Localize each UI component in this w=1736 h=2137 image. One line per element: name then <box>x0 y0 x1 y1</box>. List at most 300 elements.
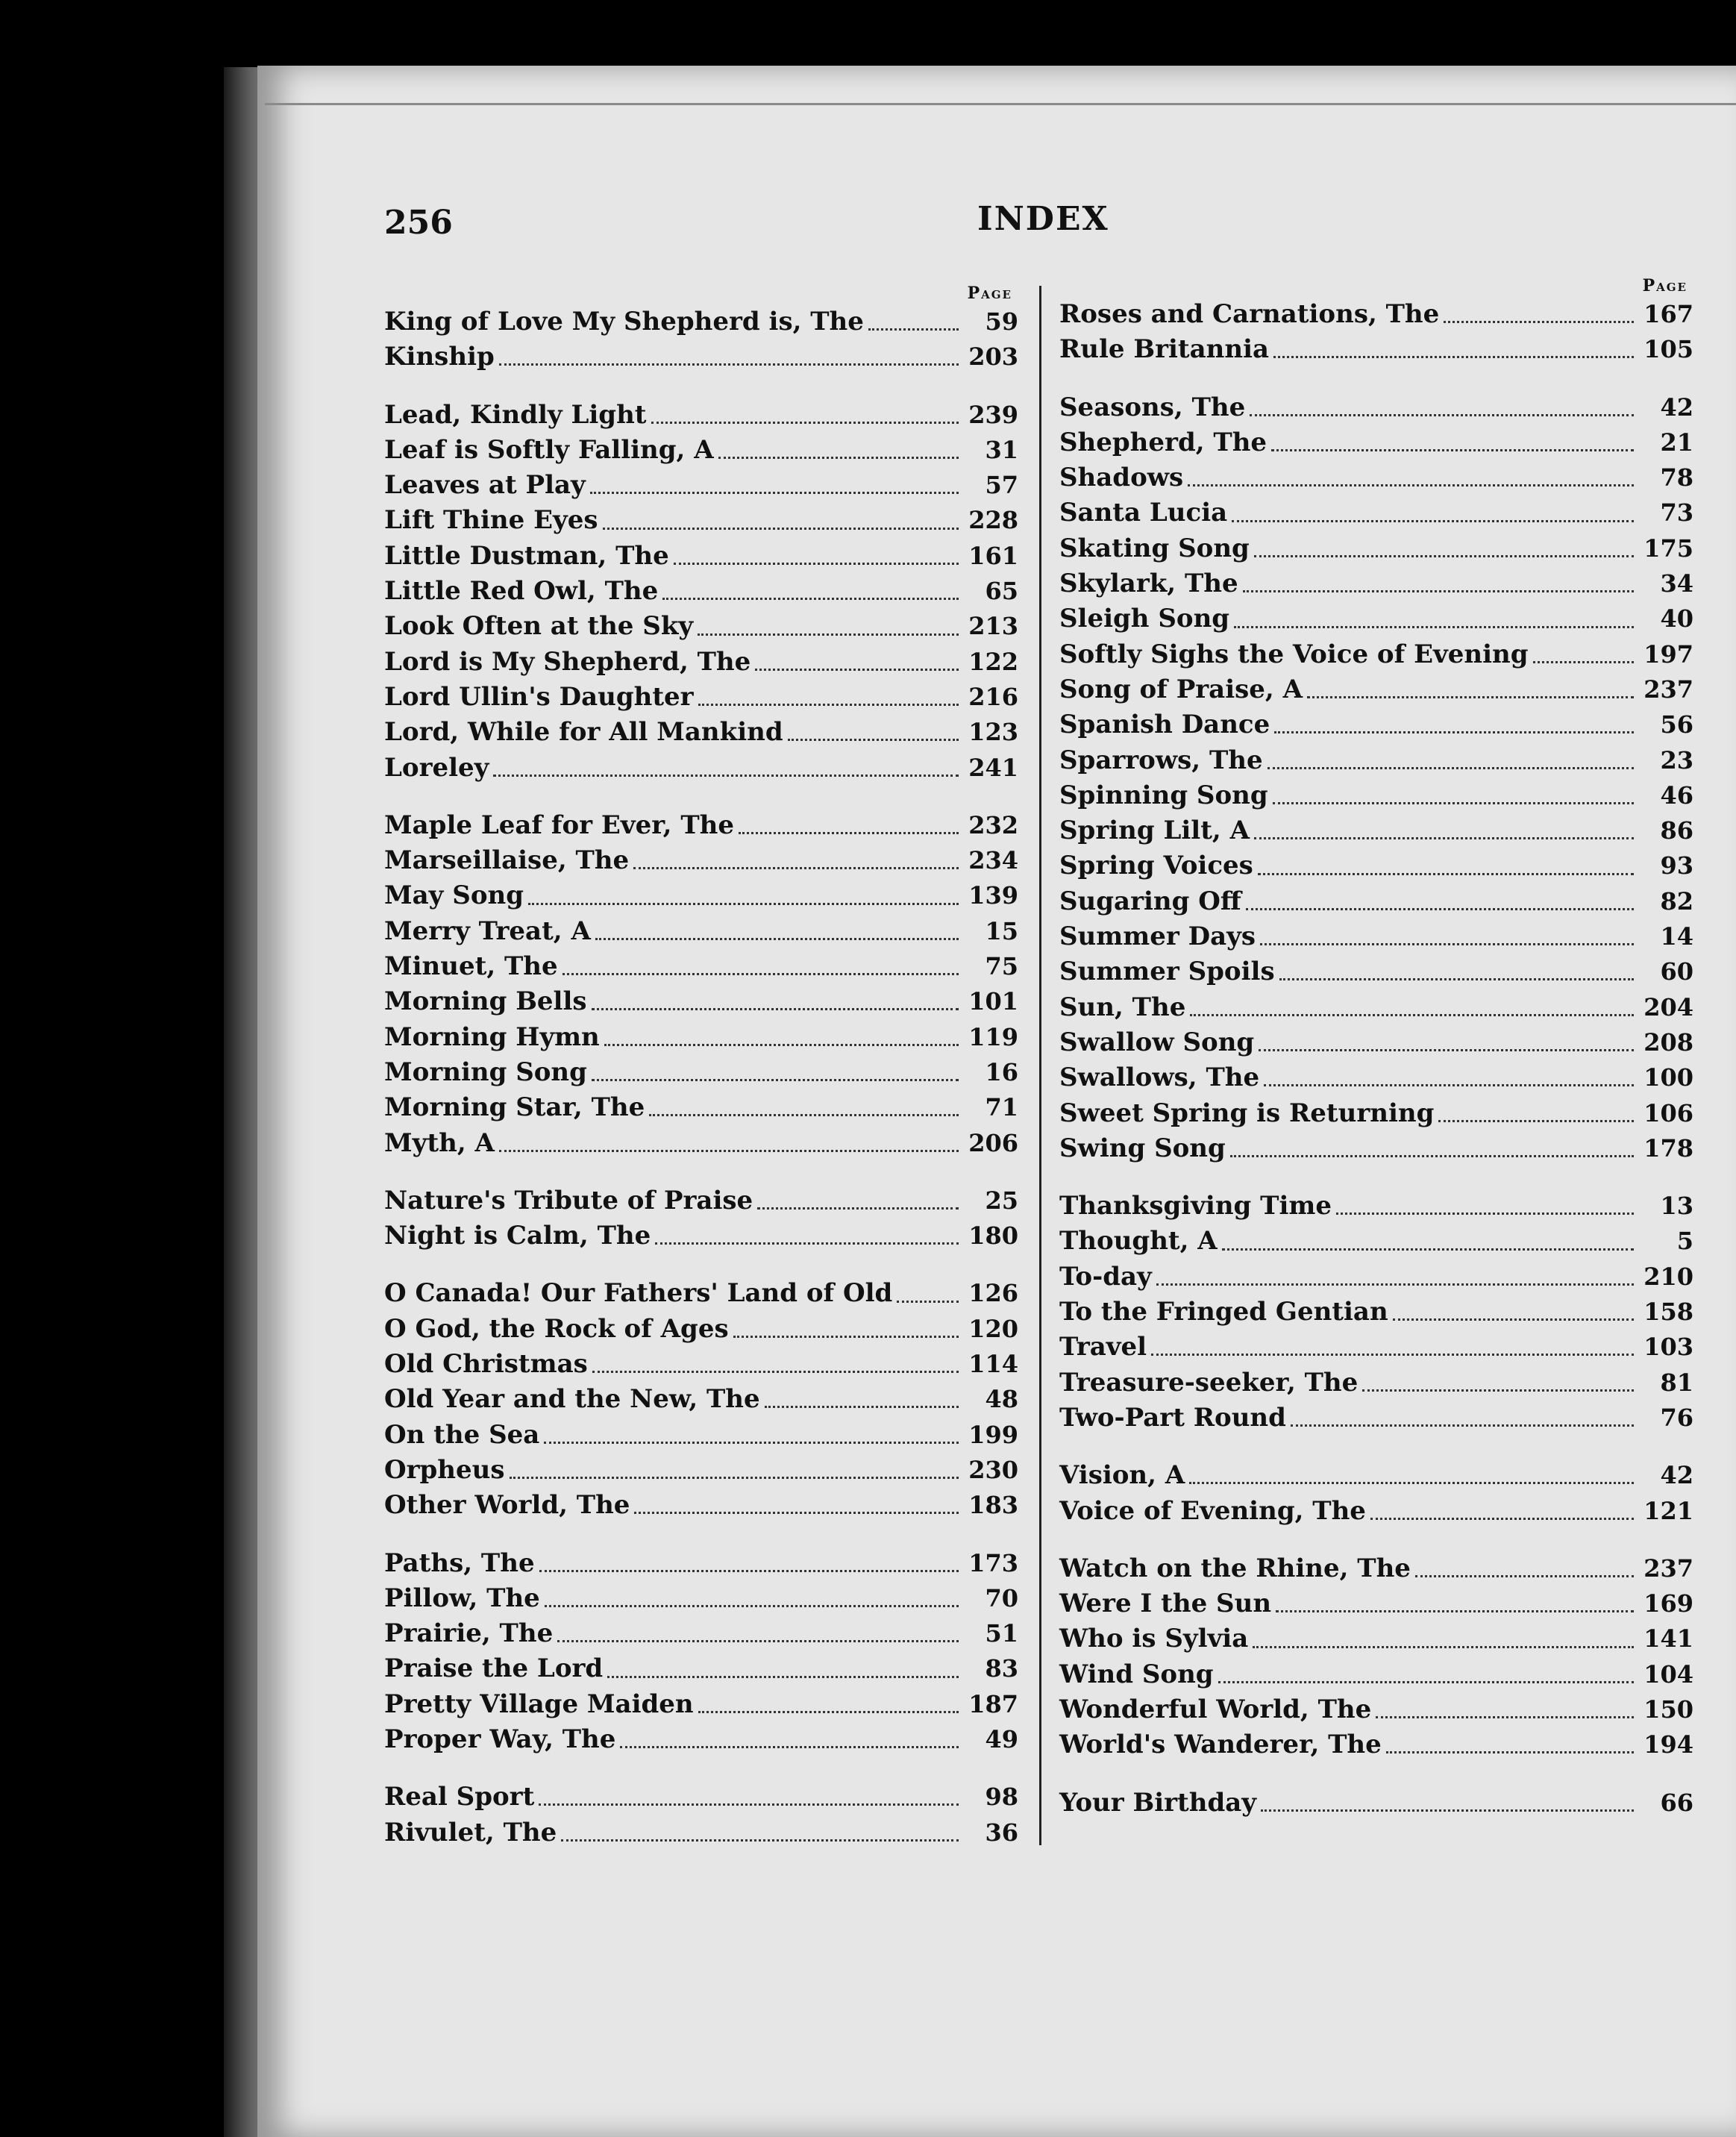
entry-title: Maple Leaf for Ever, The <box>384 810 734 840</box>
index-entry <box>1059 1260 1693 1295</box>
entry-title: Lord, While for All Mankind <box>384 717 783 748</box>
dot-leader <box>1190 1014 1634 1016</box>
entry-page-number: 121 <box>1643 1496 1693 1525</box>
entry-page-number: 234 <box>968 846 1018 875</box>
page-number: 256 <box>384 204 453 242</box>
entry-title: Leaf is Softly Falling, A <box>384 434 714 465</box>
entry-title: Marseillaise, The <box>384 845 630 876</box>
entry-title: Voice of Evening, The <box>1059 1495 1366 1526</box>
index-entry <box>1059 1189 1693 1224</box>
index-entry <box>1059 672 1693 707</box>
entry-title: Merry Treat, A <box>384 916 591 946</box>
entry-page-number: 114 <box>968 1350 1018 1379</box>
entry-page-number: 101 <box>968 987 1018 1016</box>
dot-leader <box>493 775 959 777</box>
dot-leader <box>539 1803 959 1806</box>
entry-title: World's Wanderer, The <box>1059 1730 1382 1760</box>
entry-title: To the Fringed Gentian <box>1059 1297 1388 1327</box>
dot-leader <box>1222 1248 1634 1251</box>
entry-page-number: 75 <box>985 952 1018 981</box>
index-entry <box>384 1090 1018 1125</box>
entry-page-number: 82 <box>1660 886 1693 916</box>
entry-page-number: 237 <box>1643 1554 1693 1583</box>
entry-page-number: 105 <box>1643 335 1693 364</box>
entry-page-number: 175 <box>1643 534 1693 563</box>
index-entry <box>384 645 1018 680</box>
index-entry <box>384 433 1018 468</box>
entry-page-number: 167 <box>1643 300 1693 328</box>
dot-leader <box>539 1570 959 1572</box>
entry-title: Shepherd, The <box>1059 427 1267 457</box>
dot-leader <box>499 1150 959 1152</box>
entry-title: Lift Thine Eyes <box>384 505 598 536</box>
index-entry <box>384 503 1018 538</box>
dot-leader <box>1253 1646 1634 1648</box>
entry-title: Minuet, The <box>384 951 558 982</box>
dot-leader <box>1276 1610 1634 1612</box>
entry-page-number: 42 <box>1660 392 1693 422</box>
index-entries-left <box>384 304 1018 1850</box>
index-entry <box>1059 1458 1693 1493</box>
entry-title: Thanksgiving Time <box>1059 1191 1332 1221</box>
entry-title: Lord Ullin's Daughter <box>384 681 694 712</box>
dot-leader <box>604 1044 959 1046</box>
entry-title: Watch on the Rhine, The <box>1059 1553 1411 1583</box>
index-entry <box>1059 1096 1693 1131</box>
index-entry <box>1059 390 1693 425</box>
entry-title: Look Often at the Sky <box>384 611 694 642</box>
entry-page-number: 103 <box>1643 1333 1693 1362</box>
entry-page-number: 65 <box>985 577 1018 606</box>
dot-leader <box>1261 1809 1634 1812</box>
index-entry <box>384 715 1018 750</box>
dot-leader <box>510 1477 959 1479</box>
entry-page-number: 139 <box>968 881 1018 910</box>
index-entry <box>1059 1401 1693 1436</box>
dot-leader <box>1273 802 1634 804</box>
entry-page-number: 57 <box>985 471 1018 500</box>
entry-page-number: 51 <box>985 1619 1018 1648</box>
entry-title: Were I the Sun <box>1059 1589 1272 1619</box>
index-column-left <box>384 282 1018 1850</box>
entry-page-number: 210 <box>1643 1262 1693 1291</box>
entry-page-number: 120 <box>968 1314 1018 1343</box>
group-gap <box>384 1254 1018 1276</box>
dot-leader <box>1291 1424 1634 1427</box>
dot-leader <box>1260 943 1634 945</box>
book-page <box>257 66 1736 2137</box>
dot-leader <box>1218 1681 1634 1683</box>
dot-leader <box>897 1301 959 1303</box>
page-column-heading: Page <box>967 284 1012 303</box>
index-entry <box>384 808 1018 843</box>
dot-leader <box>1274 731 1634 733</box>
index-entry <box>1059 637 1693 672</box>
entry-page-number: 60 <box>1660 957 1693 986</box>
entry-title: King of Love My Shepherd is, The <box>384 307 864 337</box>
dot-leader <box>674 563 959 565</box>
entry-page-number: 228 <box>968 506 1018 535</box>
entry-page-number: 66 <box>1660 1788 1693 1817</box>
index-entry <box>1059 531 1693 566</box>
dot-leader <box>545 1605 959 1607</box>
entry-title: Kinship <box>384 342 495 372</box>
entry-title: Little Red Owl, The <box>384 576 659 607</box>
entry-title: Sparrows, The <box>1059 745 1263 775</box>
entry-page-number: 203 <box>968 342 1018 372</box>
index-entry <box>384 468 1018 503</box>
entry-page-number: 5 <box>1676 1227 1693 1256</box>
dot-leader <box>1234 626 1634 628</box>
dot-leader <box>1264 1084 1634 1086</box>
dot-leader <box>1370 1518 1634 1520</box>
entry-title: Morning Hymn <box>384 1021 600 1052</box>
index-entry <box>384 914 1018 949</box>
entry-page-number: 173 <box>968 1548 1018 1577</box>
index-entry <box>384 539 1018 574</box>
dot-leader <box>1189 1482 1634 1484</box>
dot-leader <box>563 973 959 975</box>
group-gap <box>384 375 1018 398</box>
entry-page-number: 13 <box>1660 1192 1693 1221</box>
entry-page-number: 83 <box>985 1654 1018 1683</box>
entry-page-number: 194 <box>1643 1730 1693 1759</box>
index-entry <box>1059 1060 1693 1095</box>
dot-leader <box>592 1008 959 1010</box>
entry-page-number: 15 <box>985 916 1018 945</box>
index-entry <box>384 751 1018 786</box>
entry-title: Leaves at Play <box>384 470 586 501</box>
entry-title: Little Dustman, The <box>384 540 669 571</box>
entry-page-number: 25 <box>985 1186 1018 1215</box>
index-entry <box>1059 332 1693 367</box>
entry-title: Lead, Kindly Light <box>384 399 647 430</box>
index-entry <box>384 1347 1018 1382</box>
entry-title: Spring Voices <box>1059 851 1253 881</box>
entry-title: Skylark, The <box>1059 569 1238 599</box>
dot-leader <box>739 832 959 834</box>
dot-leader <box>607 1676 959 1678</box>
dot-leader <box>718 457 959 459</box>
index-entry <box>384 1488 1018 1523</box>
entry-page-number: 34 <box>1660 569 1693 598</box>
index-entry <box>1059 297 1693 332</box>
dot-leader <box>590 492 959 494</box>
dot-leader <box>698 633 959 636</box>
index-entry <box>384 1020 1018 1055</box>
entry-page-number: 126 <box>968 1279 1018 1308</box>
dot-leader <box>1254 837 1634 839</box>
group-gap <box>384 1757 1018 1780</box>
group-gap <box>384 786 1018 808</box>
index-entry <box>1059 460 1693 495</box>
dot-leader <box>603 528 959 530</box>
entry-page-number: 237 <box>1643 675 1693 704</box>
dot-leader <box>499 363 959 366</box>
entry-title: Wonderful World, The <box>1059 1694 1372 1724</box>
page-title: INDEX <box>977 200 1109 238</box>
entry-title: Seasons, The <box>1059 392 1246 422</box>
dot-leader <box>651 422 959 424</box>
index-entry <box>1059 778 1693 813</box>
dot-leader <box>1279 978 1634 980</box>
index-entry <box>1059 1025 1693 1060</box>
index-entry <box>384 398 1018 433</box>
entry-title: Lord is My Shepherd, The <box>384 646 751 677</box>
entry-title: Sleigh Song <box>1059 604 1230 634</box>
entry-page-number: 119 <box>968 1022 1018 1051</box>
entry-title: Sugaring Off <box>1059 886 1241 916</box>
entry-title: May Song <box>384 880 524 911</box>
index-entry <box>1059 601 1693 636</box>
entry-page-number: 100 <box>1643 1063 1693 1092</box>
entry-title: Loreley <box>384 752 489 783</box>
dot-leader <box>1246 908 1634 910</box>
entry-title: Pretty Village Maiden <box>384 1689 694 1719</box>
entry-title: Wind Song <box>1059 1659 1214 1689</box>
entry-page-number: 31 <box>985 435 1018 464</box>
entry-page-number: 76 <box>1660 1403 1693 1432</box>
entry-title: Santa Lucia <box>1059 498 1228 528</box>
index-entry <box>1059 1494 1693 1529</box>
entry-title: Two-Part Round <box>1059 1402 1286 1433</box>
entry-title: Thought, A <box>1059 1226 1218 1257</box>
dot-leader <box>1258 873 1634 875</box>
index-entry <box>384 1453 1018 1488</box>
dot-leader <box>634 1512 959 1514</box>
dot-leader <box>592 1079 959 1081</box>
entry-title: Morning Bells <box>384 986 587 1017</box>
dot-leader <box>698 1711 959 1713</box>
index-entry <box>1059 1131 1693 1166</box>
index-entry <box>384 1616 1018 1651</box>
dot-leader <box>1156 1283 1634 1286</box>
index-entry <box>1059 1224 1693 1259</box>
index-entry <box>384 1126 1018 1161</box>
dot-leader <box>633 867 959 869</box>
entry-title: Who is Sylvia <box>1059 1624 1249 1654</box>
entry-page-number: 183 <box>968 1491 1018 1520</box>
dot-leader <box>655 1242 959 1245</box>
entry-page-number: 161 <box>968 541 1018 570</box>
entry-page-number: 123 <box>968 718 1018 747</box>
index-entry <box>1059 1551 1693 1586</box>
entry-page-number: 180 <box>968 1221 1018 1251</box>
dot-leader <box>1376 1716 1634 1718</box>
index-column-right <box>1059 275 1693 1821</box>
index-entry <box>1059 1727 1693 1762</box>
dot-leader <box>662 598 959 600</box>
index-entry <box>384 1722 1018 1757</box>
index-entry <box>384 1276 1018 1311</box>
entry-title: O God, the Rock of Ages <box>384 1313 729 1344</box>
entry-page-number: 178 <box>1643 1133 1693 1163</box>
dot-leader <box>757 1207 959 1210</box>
index-entry <box>1059 954 1693 989</box>
entry-page-number: 46 <box>1660 780 1693 810</box>
entry-page-number: 40 <box>1660 604 1693 633</box>
dot-leader <box>733 1336 959 1338</box>
dot-leader <box>620 1746 959 1748</box>
entry-page-number: 42 <box>1660 1461 1693 1490</box>
entry-page-number: 36 <box>985 1818 1018 1847</box>
dot-leader <box>557 1640 959 1642</box>
index-entry <box>384 1651 1018 1686</box>
entry-title: Other World, The <box>384 1490 630 1521</box>
entry-title: Prairie, The <box>384 1618 554 1649</box>
dot-leader <box>1444 321 1634 323</box>
group-gap <box>384 1524 1018 1546</box>
index-entry <box>384 304 1018 340</box>
entry-title: Summer Spoils <box>1059 957 1275 987</box>
index-entry <box>1059 425 1693 460</box>
entry-page-number: 216 <box>968 682 1018 711</box>
dot-leader <box>868 328 959 331</box>
dot-leader <box>755 669 959 671</box>
entry-title: O Canada! Our Fathers' Land of Old <box>384 1278 893 1309</box>
entry-page-number: 98 <box>985 1783 1018 1812</box>
entry-title: Praise the Lord <box>384 1653 604 1684</box>
index-entry <box>384 1312 1018 1347</box>
index-entry <box>1059 1586 1693 1621</box>
entry-title: Summer Days <box>1059 922 1256 952</box>
index-entry <box>1059 743 1693 778</box>
dot-leader <box>595 938 959 940</box>
entry-title: Rivulet, The <box>384 1817 557 1847</box>
entry-title: Myth, A <box>384 1127 495 1158</box>
index-entry <box>1059 1621 1693 1656</box>
dot-leader <box>1336 1213 1634 1215</box>
entry-page-number: 208 <box>1643 1027 1693 1057</box>
index-entry <box>384 340 1018 375</box>
index-entry <box>384 1546 1018 1581</box>
index-entry <box>384 1418 1018 1453</box>
index-entry <box>1059 884 1693 919</box>
entry-page-number: 21 <box>1660 428 1693 457</box>
dot-leader <box>1232 520 1634 522</box>
entry-page-number: 16 <box>985 1057 1018 1086</box>
index-entry <box>384 878 1018 913</box>
entry-page-number: 56 <box>1660 710 1693 739</box>
entry-page-number: 86 <box>1660 816 1693 845</box>
index-entry <box>384 1687 1018 1722</box>
entry-page-number: 213 <box>968 612 1018 641</box>
entry-page-number: 59 <box>985 307 1018 336</box>
entry-title: Shadows <box>1059 463 1184 493</box>
entry-page-number: 104 <box>1643 1659 1693 1689</box>
index-entry <box>1059 566 1693 601</box>
dot-leader <box>788 739 959 741</box>
dot-leader <box>1307 696 1634 698</box>
entry-title: Proper Way, The <box>384 1724 616 1754</box>
index-entry <box>1059 1295 1693 1330</box>
entry-page-number: 93 <box>1660 851 1693 880</box>
index-entry <box>384 1581 1018 1616</box>
index-entry <box>384 680 1018 715</box>
group-gap <box>1059 1763 1693 1786</box>
index-entry <box>1059 1330 1693 1365</box>
entry-title: Softly Sighs the Voice of Evening <box>1059 639 1529 669</box>
column-divider <box>1039 286 1041 1845</box>
index-entry <box>1059 1657 1693 1692</box>
entry-title: Your Birthday <box>1059 1787 1257 1818</box>
entry-title: Swallow Song <box>1059 1027 1255 1057</box>
dot-leader <box>649 1114 959 1116</box>
entry-page-number: 81 <box>1660 1368 1693 1397</box>
entry-title: To-day <box>1059 1261 1152 1292</box>
entry-title: On the Sea <box>384 1419 540 1450</box>
entry-title: Old Christmas <box>384 1349 588 1380</box>
index-entry <box>384 1183 1018 1218</box>
dot-leader <box>1254 555 1634 557</box>
index-entry <box>1059 707 1693 742</box>
index-entry <box>1059 848 1693 883</box>
dot-leader <box>1438 1120 1634 1122</box>
dot-leader <box>1273 356 1634 358</box>
entry-title: Orpheus <box>384 1454 505 1485</box>
entry-page-number: 150 <box>1643 1695 1693 1724</box>
entry-title: Real Sport <box>384 1782 535 1812</box>
dot-leader <box>1271 449 1634 451</box>
entry-page-number: 23 <box>1660 745 1693 775</box>
index-entry <box>384 574 1018 609</box>
index-entry <box>1059 990 1693 1025</box>
entry-title: Rule Britannia <box>1059 334 1270 365</box>
dot-leader <box>1533 661 1634 663</box>
index-entry <box>384 1815 1018 1850</box>
entry-page-number: 78 <box>1660 463 1693 492</box>
group-gap <box>1059 1529 1693 1551</box>
entry-page-number: 239 <box>968 400 1018 429</box>
page-column-heading: Page <box>1642 276 1688 295</box>
entry-page-number: 73 <box>1660 498 1693 528</box>
index-entry <box>384 1780 1018 1815</box>
index-entry <box>1059 919 1693 954</box>
dot-leader <box>1393 1318 1634 1321</box>
top-rule <box>265 103 1736 105</box>
entry-title: Swallows, The <box>1059 1063 1260 1093</box>
entry-title: Song of Praise, A <box>1059 674 1303 704</box>
index-entry <box>384 843 1018 878</box>
entry-page-number: 14 <box>1660 922 1693 951</box>
entry-page-number: 232 <box>968 810 1018 839</box>
entry-title: Morning Star, The <box>384 1092 645 1123</box>
entry-title: Old Year and the New, The <box>384 1384 760 1415</box>
entry-page-number: 241 <box>968 753 1018 782</box>
entry-page-number: 106 <box>1643 1098 1693 1127</box>
entry-title: Vision, A <box>1059 1460 1185 1491</box>
dot-leader <box>544 1442 959 1444</box>
index-entry <box>1059 1786 1693 1821</box>
entry-page-number: 122 <box>968 647 1018 676</box>
index-entry <box>1059 1692 1693 1727</box>
entry-page-number: 187 <box>968 1689 1018 1718</box>
entry-title: Spring Lilt, A <box>1059 816 1250 846</box>
entry-page-number: 70 <box>985 1583 1018 1612</box>
entry-page-number: 204 <box>1643 992 1693 1021</box>
entry-title: Travel <box>1059 1332 1147 1362</box>
entry-title: Pillow, The <box>384 1583 540 1613</box>
dot-leader <box>1362 1389 1634 1392</box>
entry-page-number: 206 <box>968 1128 1018 1157</box>
dot-leader <box>1415 1575 1634 1577</box>
dot-leader <box>1188 484 1634 486</box>
entry-page-number: 49 <box>985 1724 1018 1753</box>
dot-leader <box>1267 767 1634 769</box>
dot-leader <box>592 1371 959 1373</box>
group-gap <box>1059 1166 1693 1189</box>
entry-title: Skating Song <box>1059 533 1250 563</box>
